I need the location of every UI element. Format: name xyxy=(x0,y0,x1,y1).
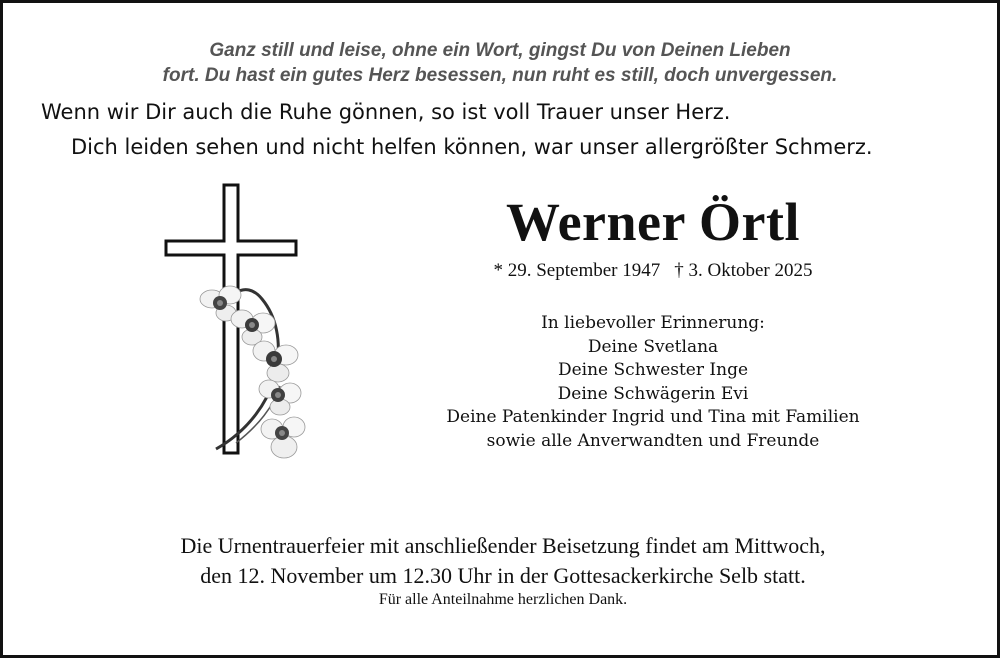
poem-line-2: fort. Du hast ein gutes Herz besessen, nun ruht es still, doch unvergessen. xyxy=(162,65,838,86)
mourner-line: sowie alle Anverwandten und Freunde xyxy=(486,430,820,451)
orchid-flower xyxy=(253,341,298,382)
service-line-1: Die Urnentrauerfeier mit anschließender Beisetzung findet am Mittwoch, xyxy=(180,533,826,558)
cross-icon xyxy=(158,181,318,471)
mourner-line: Deine Patenkinder Ingrid und Tina mit Familien xyxy=(446,407,860,427)
death-date: † 3. Oktober 2025 xyxy=(674,260,813,281)
orchid-flower xyxy=(259,380,301,415)
poem-line-1: Ganz still und leise, ohne ein Wort, gingst Du von Deinen Lieben xyxy=(209,40,791,61)
mourners-heading: In liebevoller Erinnerung: xyxy=(541,313,765,333)
orchid-flower xyxy=(261,417,305,458)
mourner-line: Deine Schwester Inge xyxy=(557,360,749,380)
verse-line-2: Dich leiden sehen und nicht helfen können, war unser allergrößter Schmerz. xyxy=(71,135,873,159)
life-dates xyxy=(443,260,863,282)
deceased-name: Werner Örtl xyxy=(506,192,800,252)
service-announcement xyxy=(3,531,1000,591)
mourner-line: Deine Svetlana xyxy=(587,336,719,357)
birth-date: * 29. September 1947 xyxy=(493,260,661,281)
mourner-line: Deine Schwägerin Evi xyxy=(557,383,749,404)
thanks-note: Für alle Anteilnahme herzlichen Dank. xyxy=(378,591,628,608)
service-line-2: den 12. November um 12.30 Uhr in der Gottesackerkirche Selb statt. xyxy=(200,563,806,588)
mourners-list xyxy=(403,312,903,453)
verse-line-1: Wenn wir Dir auch die Ruhe gönnen, so ist voll Trauer unser Herz. xyxy=(41,100,731,124)
